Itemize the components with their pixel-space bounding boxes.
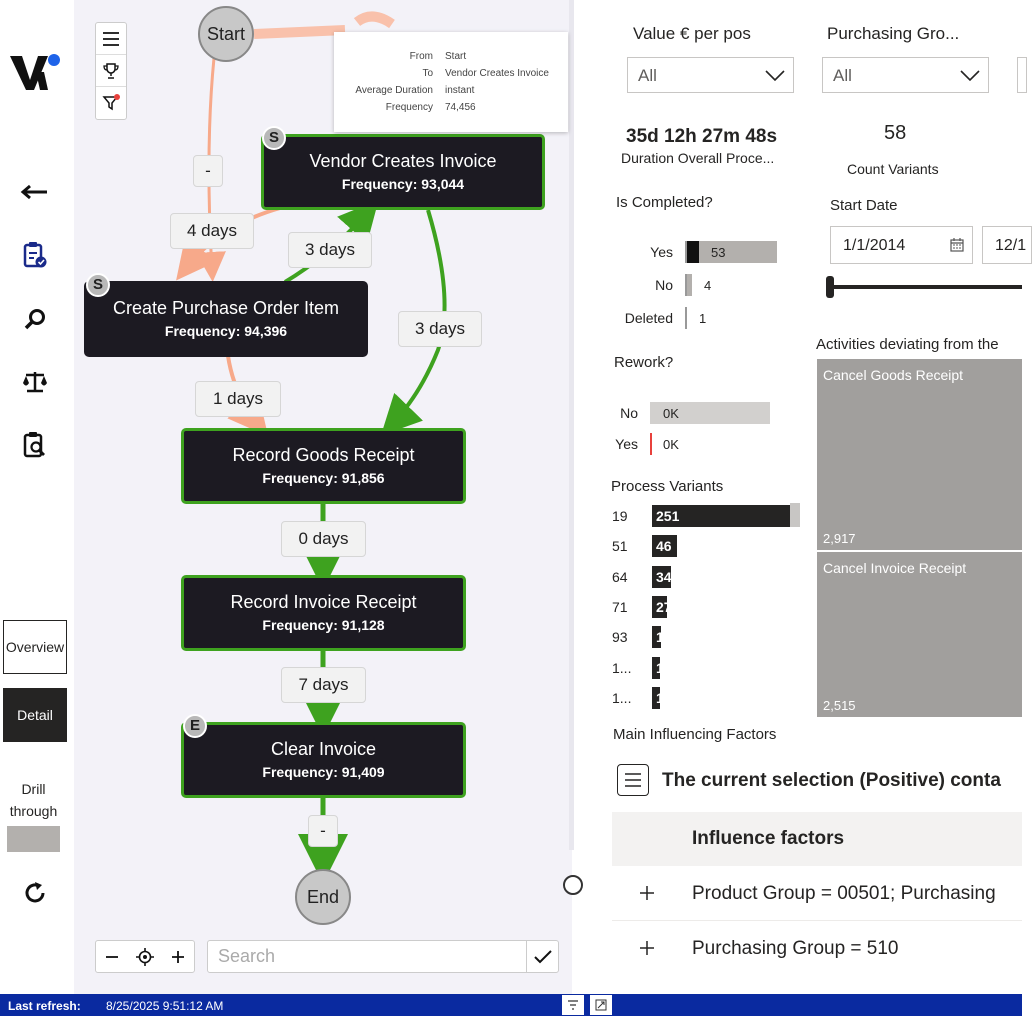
map-scrollbar[interactable] bbox=[569, 0, 574, 850]
drill-through-label: Drill through bbox=[9, 781, 58, 819]
chevron-down-icon bbox=[960, 70, 980, 82]
start-activity-badge: S bbox=[262, 126, 286, 150]
treemap-cell[interactable] bbox=[817, 359, 1022, 550]
selection-text: The current selection (Positive) conta bbox=[662, 770, 1001, 791]
edge-label[interactable]: 1 days bbox=[195, 381, 281, 417]
overview-button[interactable]: Overview bbox=[3, 620, 67, 674]
value-filter-label: Value € per pos bbox=[633, 24, 751, 43]
edge-label[interactable]: 4 days bbox=[170, 213, 254, 249]
bar-category-label: Yes bbox=[650, 244, 673, 260]
edge-label[interactable]: - bbox=[308, 815, 338, 847]
date-slider-track[interactable] bbox=[830, 285, 1022, 289]
end-node[interactable]: End bbox=[295, 869, 351, 925]
rework-bar[interactable] bbox=[650, 433, 652, 455]
treemap-label: Cancel Invoice Receipt bbox=[823, 560, 967, 576]
edge-label[interactable]: 3 days bbox=[288, 232, 372, 268]
completed-bar[interactable] bbox=[685, 274, 692, 296]
node-frequency: Frequency: 94,396 bbox=[164, 323, 288, 339]
influence-title: Main Influencing Factors bbox=[613, 726, 777, 743]
start-date-value: 1/1/2014 bbox=[843, 237, 906, 254]
activity-node-record-goods-receipt[interactable] bbox=[181, 428, 466, 504]
left-nav bbox=[0, 0, 74, 994]
edge-label[interactable]: 3 days bbox=[398, 311, 482, 347]
bar-value-label: 27 bbox=[656, 598, 672, 615]
clipboard-check-icon[interactable] bbox=[18, 238, 52, 272]
bar-value-label: 0K bbox=[663, 437, 679, 452]
node-title: Record Goods Receipt bbox=[232, 445, 415, 465]
chevron-down-icon bbox=[765, 70, 785, 82]
variant-label: 51 bbox=[612, 538, 628, 555]
deviating-title: Activities deviating from the bbox=[816, 336, 999, 353]
scale-icon[interactable] bbox=[18, 365, 52, 399]
variant-label: 64 bbox=[612, 568, 628, 585]
bar-value-label: 14 bbox=[656, 659, 672, 676]
treemap-label: Cancel Goods Receipt bbox=[823, 367, 964, 383]
detail-button[interactable]: Detail bbox=[3, 688, 67, 742]
variant-label: 93 bbox=[612, 629, 628, 646]
edge-label[interactable]: 0 days bbox=[281, 521, 366, 557]
bar-value-label: 251 bbox=[656, 508, 680, 524]
influence-row[interactable] bbox=[612, 867, 1022, 921]
bar-value-label: 53 bbox=[711, 245, 726, 260]
completed-bar[interactable] bbox=[685, 241, 777, 263]
tooltip-value: 74,456 bbox=[445, 102, 476, 113]
tooltip-key: Frequency bbox=[385, 102, 433, 113]
edge-label[interactable]: 7 days bbox=[281, 667, 366, 703]
start-node[interactable]: Start bbox=[198, 6, 254, 62]
start-activity-badge: S bbox=[86, 273, 110, 297]
start-date-label: Start Date bbox=[830, 197, 898, 214]
filter-pane-icon[interactable] bbox=[562, 995, 584, 1015]
variants-kpi-value: 58 bbox=[884, 122, 907, 144]
variants-scrollbar[interactable] bbox=[790, 503, 800, 527]
tooltip-key: To bbox=[422, 68, 433, 79]
variant-label: 71 bbox=[612, 598, 628, 615]
completed-bar[interactable] bbox=[685, 307, 687, 329]
node-frequency: Frequency: 91,856 bbox=[262, 470, 385, 486]
expand-plus-icon bbox=[638, 939, 656, 957]
bar-category-label: Deleted bbox=[624, 310, 673, 326]
influence-row-label: Product Group = 00501; Purchasing bbox=[692, 883, 996, 904]
activity-node-vendor-creates-invoice[interactable] bbox=[261, 134, 545, 210]
bar-value-label: 34 bbox=[656, 568, 672, 585]
last-refresh-label: Last refresh: bbox=[8, 999, 81, 1013]
end-activity-badge: E bbox=[183, 714, 207, 738]
bar-value-label: 1 bbox=[699, 311, 707, 326]
treemap-value: 2,917 bbox=[823, 531, 856, 546]
duration-kpi-value: 35d 12h 27m 48s bbox=[626, 126, 778, 147]
dropdown-value: All bbox=[833, 66, 852, 85]
tooltip-value: instant bbox=[445, 85, 475, 96]
treemap-value: 2,515 bbox=[823, 698, 856, 713]
is-completed-title: Is Completed? bbox=[616, 194, 713, 211]
tooltip-key: Average Duration bbox=[355, 85, 433, 96]
bar-value-label: 17 bbox=[656, 629, 672, 646]
end-date-value: 12/1 bbox=[995, 237, 1027, 254]
zoom-in-icon[interactable] bbox=[161, 941, 194, 972]
edge-tooltip bbox=[334, 32, 568, 132]
bar-category-label: No bbox=[620, 405, 638, 421]
end-date-input[interactable] bbox=[982, 226, 1032, 264]
trophy-icon[interactable] bbox=[96, 55, 126, 87]
influence-row-label: Purchasing Group = 510 bbox=[692, 938, 899, 959]
last-refresh-value: 8/25/2025 9:51:12 AM bbox=[106, 999, 224, 1013]
edge-label[interactable]: - bbox=[193, 155, 223, 187]
tooltip-value: Start bbox=[445, 51, 467, 62]
influence-row[interactable] bbox=[612, 922, 1022, 976]
variant-label: 19 bbox=[612, 508, 628, 524]
search-icon[interactable] bbox=[18, 302, 52, 336]
refresh-icon[interactable] bbox=[18, 876, 52, 910]
node-title: Vendor Creates Invoice bbox=[309, 151, 497, 171]
calendar-icon bbox=[950, 238, 964, 252]
dropdown-value: All bbox=[638, 66, 657, 85]
zoom-out-icon[interactable] bbox=[96, 941, 129, 972]
menu-icon[interactable] bbox=[96, 23, 126, 55]
map-search bbox=[207, 940, 559, 973]
app-logo bbox=[8, 52, 62, 92]
bar-value-label: 0K bbox=[663, 406, 679, 421]
node-title: Clear Invoice bbox=[270, 739, 377, 759]
activity-node-create-purchase-order-item[interactable] bbox=[84, 281, 368, 357]
selected-bar-segment bbox=[687, 241, 699, 263]
search-input[interactable] bbox=[208, 941, 526, 972]
extra-filter-dropdown[interactable] bbox=[1017, 57, 1027, 93]
checkmark-icon[interactable] bbox=[526, 941, 559, 972]
duration-kpi-caption: Duration Overall Proce... bbox=[621, 150, 775, 166]
bar-category-label: Yes bbox=[615, 436, 638, 452]
node-frequency: Frequency: 91,128 bbox=[262, 617, 385, 633]
variants-kpi-caption: Count Variants bbox=[847, 161, 939, 177]
influence-header-label: Influence factors bbox=[692, 828, 845, 849]
node-title: Record Invoice Receipt bbox=[230, 592, 417, 612]
process-variants-title: Process Variants bbox=[611, 478, 724, 495]
bar-value-label: 4 bbox=[704, 278, 712, 293]
filter-icon[interactable] bbox=[96, 87, 126, 119]
drill-through-button[interactable] bbox=[7, 826, 60, 852]
bar-value-label: 13 bbox=[656, 689, 672, 706]
expand-icon[interactable] bbox=[590, 995, 612, 1015]
locate-icon[interactable] bbox=[129, 941, 162, 972]
variant-label: 1... bbox=[612, 659, 632, 676]
start-date-input[interactable] bbox=[830, 226, 973, 264]
back-arrow-icon[interactable] bbox=[18, 175, 52, 209]
tooltip-value: Vendor Creates Invoice bbox=[445, 68, 549, 79]
influence-table-header bbox=[612, 812, 1022, 866]
status-bar bbox=[0, 994, 1022, 1016]
activity-node-clear-invoice[interactable] bbox=[181, 722, 466, 798]
node-frequency: Frequency: 93,044 bbox=[341, 176, 465, 192]
clipboard-search-icon[interactable] bbox=[18, 428, 52, 462]
rework-title: Rework? bbox=[614, 354, 674, 371]
treemap-cell[interactable] bbox=[817, 552, 1022, 717]
node-title: Create Purchase Order Item bbox=[112, 298, 340, 318]
map-toolbar bbox=[95, 22, 127, 120]
activity-node-record-invoice-receipt[interactable] bbox=[181, 575, 466, 651]
variant-label: 1... bbox=[612, 689, 632, 706]
value-filter-dropdown[interactable] bbox=[627, 57, 794, 93]
map-scroll-handle[interactable] bbox=[563, 875, 583, 895]
zoom-controls bbox=[95, 940, 195, 973]
node-frequency: Frequency: 91,409 bbox=[262, 764, 385, 780]
influence-menu-icon[interactable] bbox=[617, 764, 649, 796]
expand-plus-icon bbox=[638, 884, 656, 902]
date-slider-handle[interactable] bbox=[826, 276, 834, 298]
bar-category-label: No bbox=[655, 277, 673, 293]
tooltip-key: From bbox=[409, 51, 433, 62]
purchasing-group-dropdown[interactable] bbox=[822, 57, 989, 93]
bar-value-label: 46 bbox=[656, 538, 672, 555]
purchasing-group-label: Purchasing Gro... bbox=[827, 24, 960, 43]
